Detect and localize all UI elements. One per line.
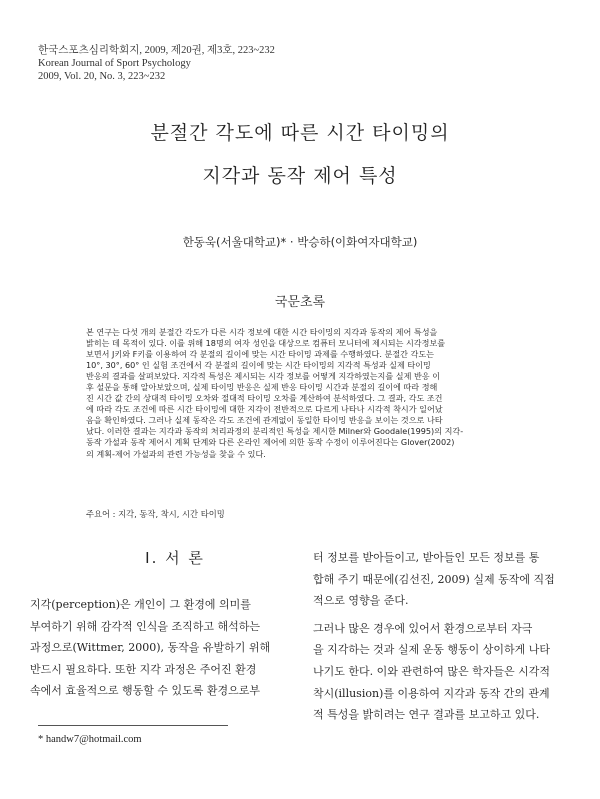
right-column-text — [313, 547, 555, 726]
abstract-line: 보면서 J키와 F키를 이용하여 각 분절의 길이에 맞는 시간 타이밍 과제를 수행하였다. 분절간 각도는 — [86, 349, 434, 360]
paper-title-line-2: 지각과 동작 제어 특성 — [202, 165, 398, 187]
journal-citation-korean: 한국스포츠심리학회지, 2009, 제20권, 제3호, 223~232 — [38, 45, 275, 56]
body-line: 과정으로(Wittmer, 2000), 동작을 유발하기 위해 — [30, 641, 271, 655]
body-line: 속에서 효율적으로 행동할 수 있도록 환경으로부 — [30, 684, 261, 698]
body-line: 터 정보를 받아들이고, 받아들인 모든 정보를 통 — [313, 551, 540, 564]
body-line: 반드시 필요하다. 또한 지각 과정은 주어진 환경 — [30, 662, 257, 676]
journal-info — [38, 44, 275, 83]
abstract-line: 났다. 이러한 결과는 지각과 동작의 처리과정의 분리적인 특성을 제시한 Milner와 Goodale(1995)의 지각- — [86, 426, 464, 437]
body-line: 적 특성을 밝히려는 연구 결과를 보고하고 있다. — [313, 708, 540, 722]
abstract-line: 동작 가설과 동작 제어시 계획 단계와 다른 온라인 제어에 의한 동작 수정이 이루어진다는 Glover(2002) — [86, 437, 455, 448]
abstract-body — [86, 327, 514, 460]
author-line: 한동욱(서울대학교)* · 박승하(이화여자대학교) — [182, 235, 418, 249]
abstract-heading: 국문초록 — [274, 295, 326, 310]
body-line: 나기도 한다. 이와 관련하여 많은 학자들은 시각적 — [313, 664, 550, 678]
abstract-line: 의 계획-제어 가설과의 관련 가능성을 찾을 수 있다. — [86, 448, 266, 459]
body-line: 지각(perception)은 개인이 그 환경에 의미를 — [30, 598, 251, 611]
journal-name-english: Korean Journal of Sport Psychology — [38, 58, 191, 69]
footnote-divider — [38, 725, 228, 726]
body-line: 착시(illusion)를 이용하여 지각과 동작 간의 관계 — [313, 686, 550, 700]
abstract-line: 본 연구는 다섯 개의 분절간 각도가 다른 시각 정보에 대한 시간 타이밍의 지각과 동작의 제어 특성을 — [86, 327, 438, 337]
keywords: 주요어 : 지각, 동작, 착시, 시간 타이밍 — [86, 509, 225, 519]
abstract-line: 밝히는 데 목적이 있다. 이를 위해 18명의 여자 성인을 대상으로 컴퓨터 모니터에 제시되는 시각정보를 — [86, 338, 446, 349]
paper-title-line-1: 분절간 각도에 따른 시간 타이밍의 — [150, 122, 450, 144]
body-line: 부여하기 위해 감각적 인식을 조직하고 해석하는 — [30, 619, 261, 633]
footnote-email: * handw7@hotmail.com — [38, 734, 142, 745]
body-line: 그러나 많은 경우에 있어서 환경으로부터 자극 — [313, 621, 533, 635]
abstract-line: 10°, 30°, 60° 인 실험 조건에서 각 분절의 길이에 맞는 시간 타이밍의 지각적 특성과 실제 타이밍 — [86, 360, 431, 371]
abstract-line: 에 따라 각도 조건에 따른 시간 타이밍에 대한 지각이 전반적으로 다르게 나타나 시각적 착시가 일어났 — [86, 404, 443, 415]
body-line: 합해 주기 때문에(김선진, 2009) 실제 동작에 직접 — [313, 572, 555, 586]
abstract-line: 반응의 결과를 살펴보았다. 지각적 특성은 제시되는 시각 정보를 어떻게 지각하였는지를 실제 반응 이 — [86, 371, 441, 382]
body-line: 을 지각하는 것과 실제 운동 행동이 상이하게 나타 — [313, 643, 550, 657]
body-line: 적으로 영향을 준다. — [313, 594, 409, 608]
abstract-line: 음을 확인하였다. 그러나 실제 동작은 각도 조건에 관계없이 동일한 타이밍 반응을 보이는 것으로 나타 — [86, 415, 443, 426]
section-heading-introduction: Ⅰ. 서 론 — [145, 549, 205, 567]
left-column-text — [30, 594, 270, 702]
abstract-line: 후 설문을 통해 알아보았으며, 실제 타이밍 반응은 실제 반응 타이밍 시간과 분절의 길이에 따라 정해 — [86, 382, 438, 393]
abstract-line: 진 시간 값 간의 상대적 타이밍 오차와 절대적 타이밍 오차를 계산하여 분석하였다. 그 결과, 각도 조건 — [86, 393, 443, 404]
journal-citation-english: 2009, Vol. 20, No. 3, 223~232 — [38, 71, 166, 82]
